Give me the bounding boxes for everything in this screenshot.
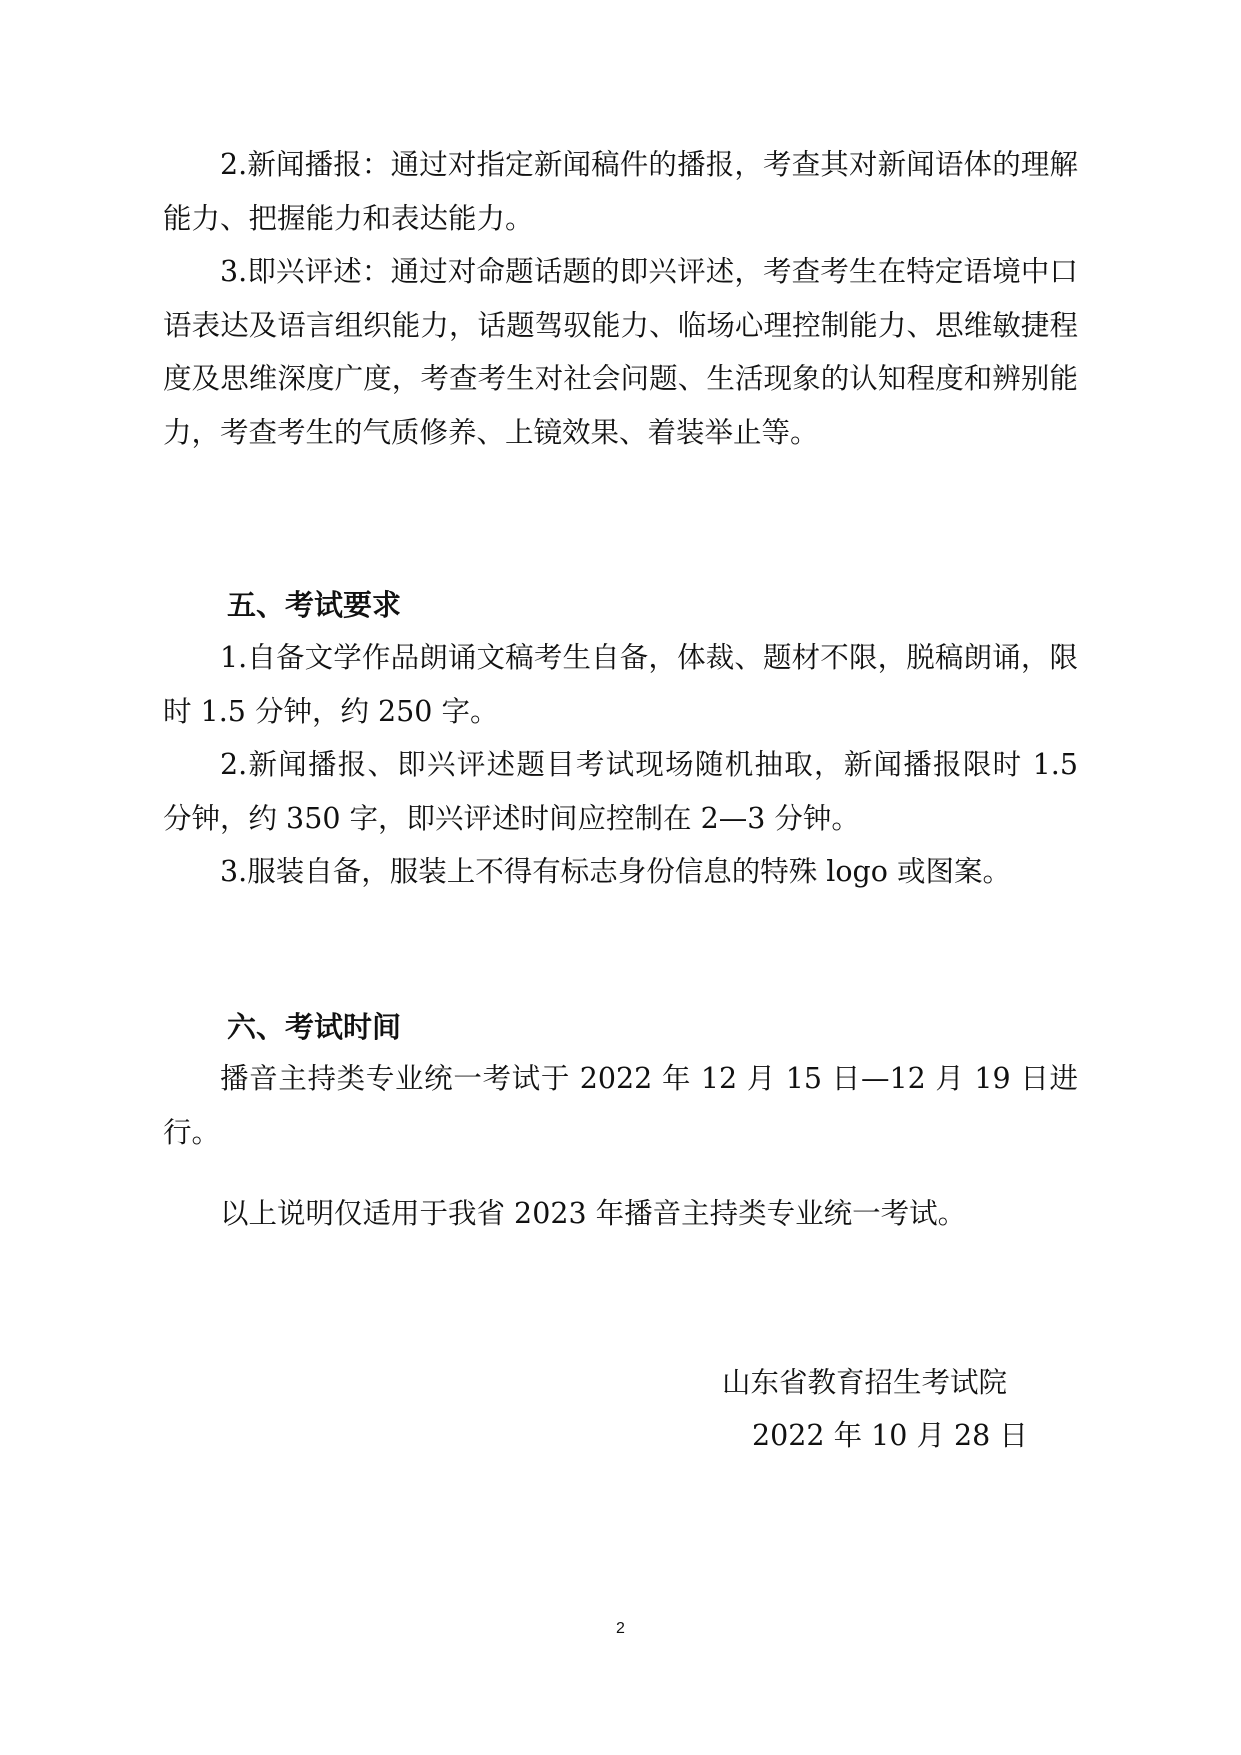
heading-exam-time: 六、考试时间	[227, 1010, 402, 1044]
paragraph-impromptu-comment: 3.即兴评述：通过对命题话题的即兴评述，考查考生在特定语境中口语表达及语言组织能力，话题驾驭能力、临场心理控制能力、思维敏捷程度及思维深度广度，考查考生对社会问题、生活现象的认知程度和辨别能力，考查考生的气质修养、上镜效果、着装举止等。	[163, 255, 1078, 449]
exam-time-paragraph: 播音主持类专业统一考试于 2022 年 12 月 15 日—12 月 19 日进行。	[163, 1062, 1078, 1149]
signature-organization: 山东省教育招生考试院	[722, 1366, 1008, 1399]
page-number: 2	[616, 1620, 625, 1637]
heading-exam-requirements: 五、考试要求	[227, 588, 402, 622]
applicability-note: 以上说明仅适用于我省 2023 年播音主持类专业统一考试。	[220, 1197, 967, 1230]
requirement-1: 1.自备文学作品朗诵文稿考生自备，体裁、题材不限，脱稿朗诵，限时 1.5 分钟，约 250 字。	[163, 641, 1078, 728]
paragraph-news-broadcast: 2.新闻播报：通过对指定新闻稿件的播报，考查其对新闻语体的理解能力、把握能力和表达能力。	[163, 148, 1078, 235]
requirement-2: 2.新闻播报、即兴评述题目考试现场随机抽取，新闻播报限时 1.5 分钟，约 350 字，即兴评述时间应控制在 2—3 分钟。	[163, 748, 1078, 835]
requirement-3: 3.服装自备，服装上不得有标志身份信息的特殊 logo 或图案。	[220, 855, 1011, 888]
signature-date: 2022 年 10 月 28 日	[752, 1419, 1028, 1452]
